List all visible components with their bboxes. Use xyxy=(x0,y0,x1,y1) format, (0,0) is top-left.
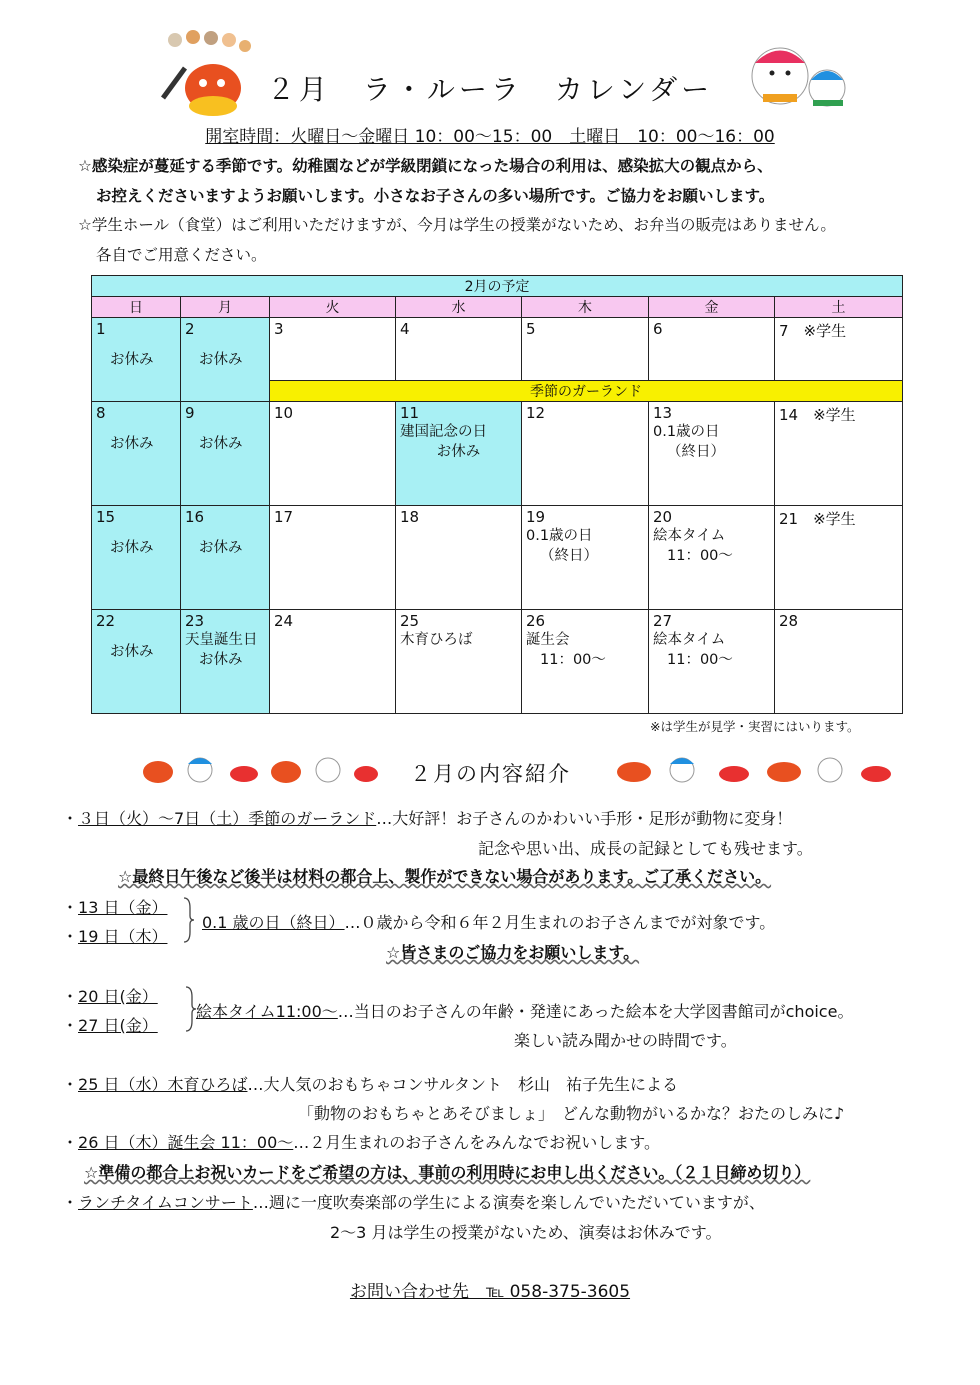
dow-fri: 金 xyxy=(649,297,775,318)
day-11: 11 建国記念の日 お休み xyxy=(396,402,522,506)
notice-line-4: 各自でご用意ください。 xyxy=(96,246,267,264)
day-18: 18 xyxy=(396,506,522,610)
tanjokai-item: ・26 日（木）誕生会 11：00～…２月生まれのお子さんをみんなでお祝いします。 xyxy=(62,1133,661,1152)
dow-mon: 月 xyxy=(181,297,270,318)
notice-line-3: ☆学生ホール（食堂）はご利用いただけますが、今月は学生の授業がないため、お弁当の販売はありません。 xyxy=(78,216,836,234)
day-12: 12 xyxy=(522,402,649,506)
dow-thu: 木 xyxy=(522,297,649,318)
age-day-item: 0.1 歳の日（終日）…０歳から令和６年２月生まれのお子さんまでが対象です。 xyxy=(202,913,776,932)
tanjokai-warning: ☆準備の都合上お祝いカードをご希望の方は、事前の利用時にお申し出ください。（２１日締め切り） xyxy=(84,1163,811,1182)
student-note: ※は学生が見学・実習にはいります。 xyxy=(650,719,860,734)
lunch-concert-item: ・ランチタイムコンサート…週に一度吹奏楽部の学生による演奏を楽しんでいただいていますが、 xyxy=(62,1193,765,1212)
mokuiku-item: ・25 日（水）木育ひろば…大人気のおもちゃコンサルタント 杉山 祐子先生による xyxy=(62,1075,679,1094)
dow-wed: 水 xyxy=(396,297,522,318)
garland-text-2: 記念や思い出、成長の記録としても残せます。 xyxy=(478,839,813,858)
day-15: 15 お休み xyxy=(92,506,181,610)
contact-info: お問い合わせ先 ℡ 058-375-3605 xyxy=(349,1282,631,1302)
decoration-row-left xyxy=(140,752,380,786)
notice-line-2: お控えくださいますようお願いします。小さなお子さんの多い場所です。ご協力をお願いします。 xyxy=(96,187,775,205)
day-24: 24 xyxy=(270,610,396,714)
day-10: 10 xyxy=(270,402,396,506)
day-8: 8 お休み xyxy=(92,402,181,506)
day-4: 4 xyxy=(396,318,522,381)
date-27: ・27 日(金） xyxy=(62,1016,158,1035)
february-calendar xyxy=(91,275,903,714)
day-19: 19 0.1歳の日 （終日） xyxy=(522,506,649,610)
date-19: ・19 日（木） xyxy=(62,927,168,946)
day-17: 17 xyxy=(270,506,396,610)
day-22: 22 お休み xyxy=(92,610,181,714)
day-2: 2 お休み xyxy=(181,318,270,402)
day-23: 23 天皇誕生日 お休み xyxy=(181,610,270,714)
day-20: 20 絵本タイム 11：00～ xyxy=(649,506,775,610)
ehon-item: 絵本タイム11:00～…当日のお子さんの年齢・発達にあった絵本を大学図書館司がchoice。 xyxy=(196,1002,854,1021)
ehon-text-2: 楽しい読み聞かせの時間です。 xyxy=(514,1031,737,1050)
garland-item: ・３日（火）～7日（土）季節のガーランド…大好評！お子さんのかわいい手形・足形が動物に変身！ xyxy=(62,809,793,828)
day-26: 26 誕生会 11：00～ xyxy=(522,610,649,714)
calendar-header: 2月の予定 xyxy=(92,276,903,297)
opening-hours: 開室時間：火曜日～金曜日 10：00～15：00 土曜日 10：00～16：00 xyxy=(205,127,775,147)
day-28: 28 xyxy=(775,610,903,714)
garland-bar: 季節のガーランド xyxy=(270,381,903,402)
day-7: 7 ※学生 xyxy=(775,318,903,381)
mokuiku-text-2: 「動物のおもちゃとあそびましょ」 どんな動物がいるかな？おたのしみに♪ xyxy=(298,1104,845,1123)
dow-tue: 火 xyxy=(270,297,396,318)
age-warning: ☆皆さまのご協力をお願いします。 xyxy=(386,943,640,962)
brace-age xyxy=(182,896,196,944)
page-title: ２月 ラ・ルーラ カレンダー xyxy=(266,73,714,106)
day-25: 25 木育ひろば xyxy=(396,610,522,714)
day-3: 3 xyxy=(270,318,396,381)
date-13: ・13 日（金） xyxy=(62,898,168,917)
notice-line-1: ☆感染症が蔓延する季節です。幼稚園などが学級閉鎖になった場合の利用は、感染拡大の観点から、 xyxy=(78,157,773,175)
day-5: 5 xyxy=(522,318,649,381)
lunch-concert-text-2: 2～3 月は学生の授業がないため、演奏はお休みです。 xyxy=(330,1223,722,1242)
day-16: 16 お休み xyxy=(181,506,270,610)
day-13: 13 0.1歳の日 （終日） xyxy=(649,402,775,506)
dow-sat: 土 xyxy=(775,297,903,318)
section-title: ２月の内容紹介 xyxy=(410,762,571,786)
garland-warning: ☆最終日午後など後半は材料の都合上、製作ができない場合があります。ご了承ください。 xyxy=(118,867,772,886)
date-20: ・20 日(金） xyxy=(62,987,158,1006)
day-9: 9 お休み xyxy=(181,402,270,506)
day-14: 14 ※学生 xyxy=(775,402,903,506)
decoration-row-right xyxy=(612,752,897,786)
day-27: 27 絵本タイム 11：00～ xyxy=(649,610,775,714)
day-21: 21 ※学生 xyxy=(775,506,903,610)
dow-sun: 日 xyxy=(92,297,181,318)
day-6: 6 xyxy=(649,318,775,381)
day-1: 1 お休み xyxy=(92,318,181,402)
